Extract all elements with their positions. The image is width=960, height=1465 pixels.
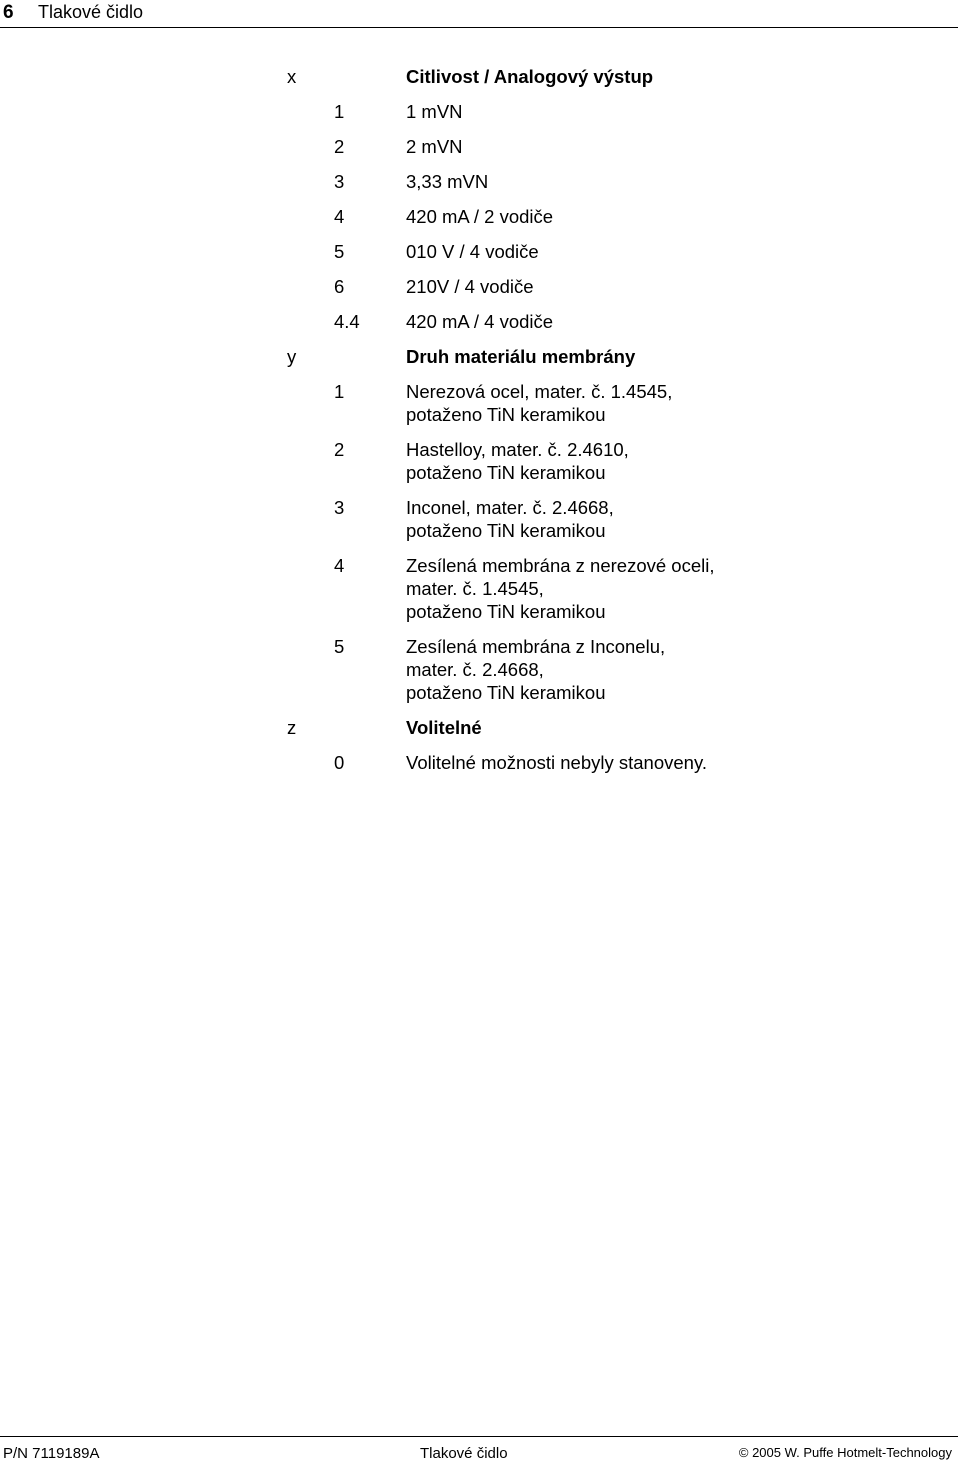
option-row xyxy=(0,554,960,623)
option-description-line: Inconel, mater. č. 2.4668, xyxy=(406,497,614,518)
header-title: Tlakové čidlo xyxy=(38,2,144,22)
option-description-line: 420 mA / 4 vodiče xyxy=(406,311,554,332)
header-divider xyxy=(0,27,958,28)
option-row xyxy=(0,380,960,426)
section-variable: x xyxy=(287,66,297,87)
option-code: 4.4 xyxy=(334,311,360,332)
option-code: 4 xyxy=(334,206,345,227)
page-header xyxy=(0,0,960,30)
option-code: 1 xyxy=(334,101,345,122)
option-description xyxy=(406,135,926,158)
option-row xyxy=(0,100,960,123)
option-description-line: potaženo TiN keramikou xyxy=(406,601,606,622)
option-code: 5 xyxy=(334,636,345,657)
option-description-line: 3,33 mVN xyxy=(406,171,489,192)
option-description-line: potaženo TiN keramikou xyxy=(406,404,606,425)
page-number: 6 xyxy=(3,2,14,23)
option-code: 2 xyxy=(334,136,345,157)
section-heading xyxy=(0,345,960,368)
option-code: 0 xyxy=(334,752,345,773)
section-heading xyxy=(0,65,960,88)
section-title: Druh materiálu membrány xyxy=(406,346,636,367)
option-code: 3 xyxy=(334,497,345,518)
option-row xyxy=(0,496,960,542)
option-description-line: Nerezová ocel, mater. č. 1.4545, xyxy=(406,381,673,402)
footer-title: Tlakové čidlo xyxy=(420,1445,508,1462)
section-heading xyxy=(0,716,960,739)
option-row xyxy=(0,205,960,228)
section-title: Citlivost / Analogový výstup xyxy=(406,66,654,87)
option-description-line: Hastelloy, mater. č. 2.4610, xyxy=(406,439,629,460)
option-description xyxy=(406,496,926,542)
option-description xyxy=(406,751,926,774)
spec-table xyxy=(0,65,960,786)
option-description-line: potaženo TiN keramikou xyxy=(406,520,606,541)
option-description-line: mater. č. 2.4668, xyxy=(406,659,544,680)
option-description xyxy=(406,100,926,123)
footer-divider xyxy=(0,1436,958,1437)
section-variable: y xyxy=(287,346,297,367)
option-description xyxy=(406,554,926,623)
page-footer xyxy=(0,1436,960,1465)
option-row xyxy=(0,170,960,193)
option-description xyxy=(406,310,926,333)
option-row xyxy=(0,240,960,263)
option-description-line: potaženo TiN keramikou xyxy=(406,682,606,703)
option-row xyxy=(0,135,960,158)
section-title: Volitelné xyxy=(406,717,482,738)
option-code: 6 xyxy=(334,276,345,297)
option-description-line: Volitelné možnosti nebyly stanoveny. xyxy=(406,752,707,773)
option-description xyxy=(406,275,926,298)
option-description-line: Zesílená membrána z Inconelu, xyxy=(406,636,666,657)
option-description xyxy=(406,635,926,704)
footer-copyright: © 2005 W. Puffe Hotmelt-Technology xyxy=(738,1445,952,1460)
option-row xyxy=(0,751,960,774)
option-row xyxy=(0,438,960,484)
option-code: 5 xyxy=(334,241,345,262)
option-code: 3 xyxy=(334,171,345,192)
option-description-line: 010 V / 4 vodiče xyxy=(406,241,539,262)
option-description xyxy=(406,380,926,426)
option-description-line: Zesílená membrána z nerezové oceli, xyxy=(406,555,715,576)
option-code: 2 xyxy=(334,439,345,460)
option-description xyxy=(406,170,926,193)
option-description-line: mater. č. 1.4545, xyxy=(406,578,544,599)
option-code: 4 xyxy=(334,555,345,576)
option-description xyxy=(406,240,926,263)
option-description-line: 2 mVN xyxy=(406,136,463,157)
option-description-line: potaženo TiN keramikou xyxy=(406,462,606,483)
option-row xyxy=(0,310,960,333)
option-description-line: 210V / 4 vodiče xyxy=(406,276,534,297)
option-row xyxy=(0,635,960,704)
option-description-line: 1 mVN xyxy=(406,101,463,122)
option-description-line: 420 mA / 2 vodiče xyxy=(406,206,554,227)
footer-part-number: P/N 7119189A xyxy=(3,1445,100,1462)
option-row xyxy=(0,275,960,298)
section-variable: z xyxy=(287,717,297,738)
option-description xyxy=(406,438,926,484)
option-code: 1 xyxy=(334,381,345,402)
option-description xyxy=(406,205,926,228)
